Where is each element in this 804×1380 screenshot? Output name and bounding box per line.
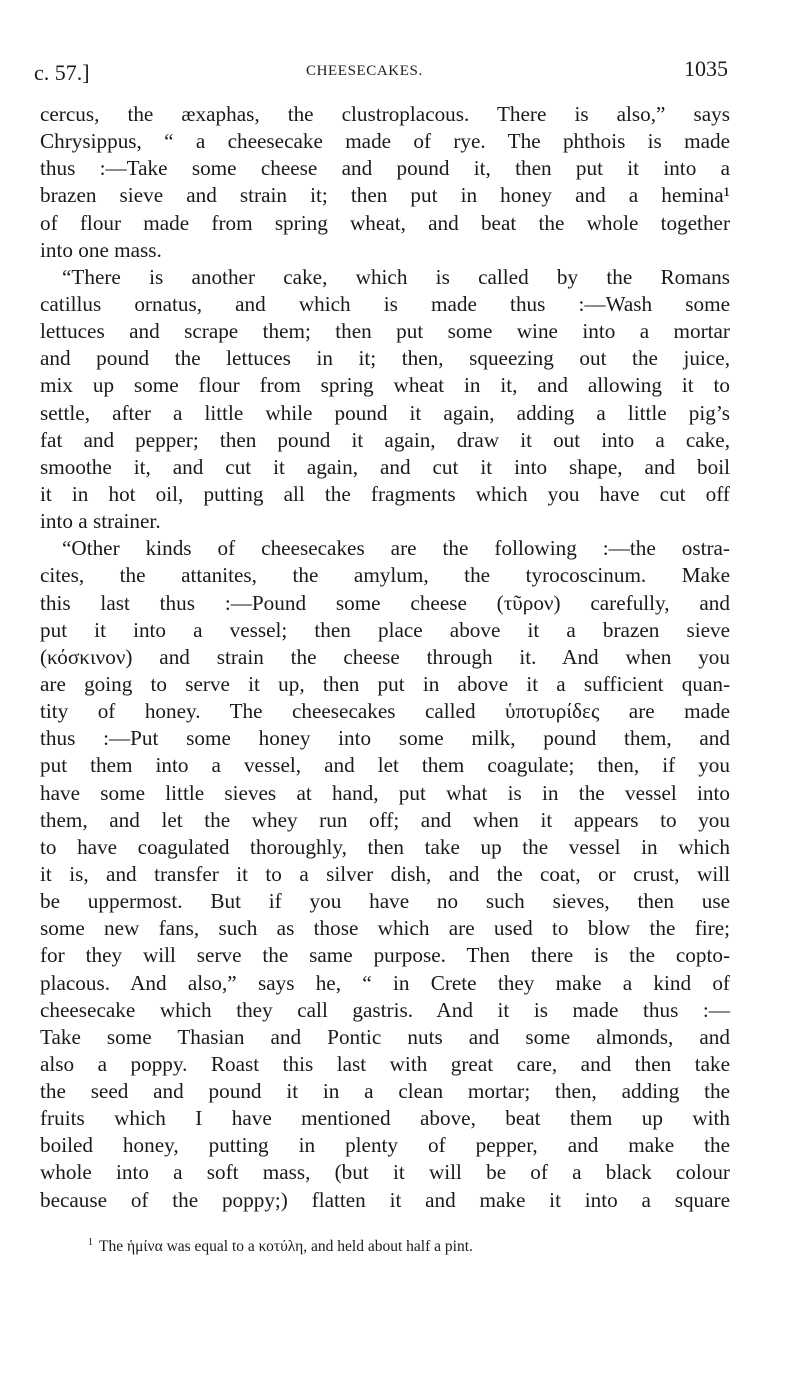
text-line: brazen sieve and strain it; then put in honey and a hemina¹ <box>40 183 730 208</box>
running-header <box>34 52 730 86</box>
text-line: Take some Thasian and Pontic nuts and some almonds, and <box>40 1024 730 1049</box>
text-line: fat and pepper; then pound it again, draw it out into a cake, <box>40 427 730 452</box>
text-line: for they will serve the same purpose. Then there is the copto- <box>40 943 730 968</box>
text-line: boiled honey, putting in plenty of pepper, and make the <box>40 1133 730 1158</box>
text-line: (κόσκινον) and strain the cheese through it. And when you <box>40 644 730 669</box>
text-line: some new fans, such as those which are used to blow the fire; <box>40 916 730 941</box>
text-line: tity of honey. The cheesecakes called ὑποτυρίδες are made <box>40 699 730 724</box>
text-line: cheesecake which they call gastris. And it is made thus :— <box>40 997 730 1022</box>
text-line: the seed and pound it in a clean mortar; then, adding the <box>40 1079 730 1104</box>
book-page <box>34 0 730 1380</box>
text-line: settle, after a little while pound it again, adding a little pig’s <box>40 400 730 425</box>
text-line: have some little sieves at hand, put what is in the vessel into <box>40 780 730 805</box>
text-line: placous. And also,” says he, “ in Crete they make a kind of <box>40 970 730 995</box>
text-line: thus :—Put some honey into some milk, pound them, and <box>40 726 730 751</box>
text-line: whole into a soft mass, (but it will be of a black colour <box>40 1160 730 1185</box>
text-line: to have coagulated thoroughly, then take up the vessel in which <box>40 834 730 859</box>
text-line: thus :—Take some cheese and pound it, then put it into a <box>40 156 730 181</box>
text-line: Chrysippus, “ a cheesecake made of rye. The phthois is made <box>40 129 730 154</box>
text-line: “There is another cake, which is called by the Romans <box>62 264 730 289</box>
text-line: this last thus :—Pound some cheese (τῦρον) carefully, and <box>40 590 730 615</box>
text-line: them, and let the whey run off; and when it appears to you <box>40 807 730 832</box>
text-line: into one mass. <box>40 237 162 262</box>
text-line: lettuces and scrape them; then put some wine into a mortar <box>40 319 730 344</box>
text-line: be uppermost. But if you have no such sieves, then use <box>40 889 730 914</box>
text-line: fruits which I have mentioned above, beat them up with <box>40 1106 730 1131</box>
text-line: it in hot oil, putting all the fragments which you have cut off <box>40 481 730 506</box>
footnote-text: The ἡμίνα was equal to a κοτύλη, and held about half a pint. <box>99 1238 473 1256</box>
text-line: of flour made from spring wheat, and beat the whole together <box>40 210 730 235</box>
text-line: are going to serve it up, then put in above it a sufficient quan- <box>40 671 730 696</box>
text-line: catillus ornatus, and which is made thus :—Wash some <box>40 291 730 316</box>
text-line: it is, and transfer it to a silver dish, and the coat, or crust, will <box>40 861 730 886</box>
text-line: put them into a vessel, and let them coagulate; then, if you <box>40 753 730 778</box>
footnote-marker: 1 <box>88 1237 93 1248</box>
text-line: put it into a vessel; then place above it a brazen sieve <box>40 617 730 642</box>
text-line: cites, the attanites, the amylum, the tyrocoscinum. Make <box>40 563 730 588</box>
footnote <box>88 1237 473 1256</box>
text-line: because of the poppy;) flatten it and make it into a square <box>40 1187 730 1212</box>
page-number: 1035 <box>684 56 728 81</box>
text-line: “Other kinds of cheesecakes are the following :—the ostra- <box>62 536 730 561</box>
text-line: also a poppy. Roast this last with great care, and then take <box>40 1051 730 1076</box>
chapter-reference: c. 57.] <box>34 60 90 85</box>
body-text <box>40 101 730 1214</box>
text-line: smoothe it, and cut it again, and cut it into shape, and boil <box>40 454 730 479</box>
text-line: and pound the lettuces in it; then, squeezing out the juice, <box>40 346 730 371</box>
text-line: cercus, the æxaphas, the clustroplacous. There is also,” says <box>40 102 730 126</box>
text-line: mix up some flour from spring wheat in it, and allowing it to <box>40 373 730 398</box>
text-line: into a strainer. <box>40 509 161 534</box>
running-title: CHEESECAKES. <box>306 63 423 79</box>
